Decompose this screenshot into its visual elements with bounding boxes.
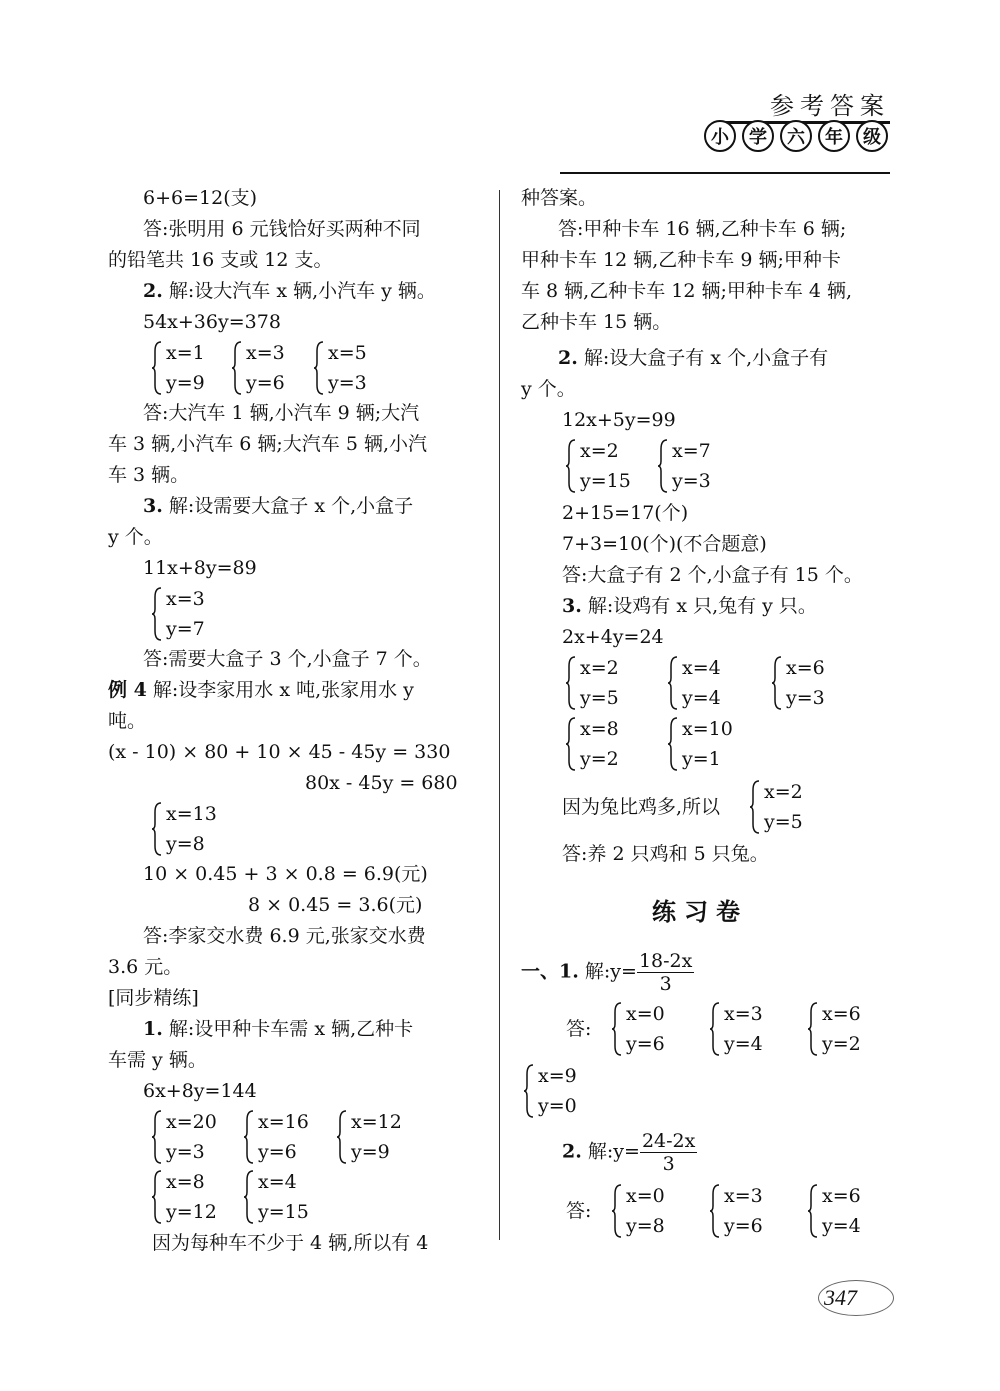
equation-system: x=6 y=3 <box>772 653 825 713</box>
equation-system: x=3 y=6 <box>232 338 285 398</box>
section-label: [同步精练] <box>108 987 199 1009</box>
text-line: y 个。 <box>108 526 163 548</box>
equation-system: x=0 y=8 <box>612 1181 665 1241</box>
example-label: 例 4 <box>108 679 147 701</box>
text-line: 答:大盒子有 2 个,小盒子有 15 个。 <box>562 564 863 586</box>
equation-system: x=3 y=4 <box>710 999 763 1059</box>
question-number: 3. <box>143 495 163 517</box>
equation-system: x=0 y=6 <box>612 999 665 1059</box>
equation-system: x=13 y=8 <box>152 799 217 859</box>
text-line: y 个。 <box>521 378 576 400</box>
equation-system: x=6 y=4 <box>808 1181 861 1241</box>
text-line: 的铅笔共 16 支或 12 支。 <box>108 249 333 271</box>
grade-char: 学 <box>742 120 774 152</box>
question-2 <box>558 343 828 373</box>
text-line: 车 3 辆,小汽车 6 辆;大汽车 5 辆,小汽 <box>108 433 427 455</box>
text-line: 种答案。 <box>521 187 598 209</box>
question-number: 2. <box>562 1140 582 1163</box>
header-title: 参考答案 <box>770 92 890 120</box>
question-3 <box>562 591 817 621</box>
equation: 54x+36y=378 <box>143 311 281 333</box>
grade-char: 六 <box>780 120 812 152</box>
equation-system: x=8 y=2 <box>566 714 619 774</box>
sync-question-1 <box>143 1014 413 1044</box>
question-number: 1. <box>143 1018 163 1040</box>
grade-char: 年 <box>818 120 850 152</box>
equation-system: x=12 y=9 <box>337 1107 402 1167</box>
question-text: 解:设需要大盒子 x 个,小盒子 <box>162 495 414 517</box>
equation-system: x=3 y=6 <box>710 1181 763 1241</box>
header-grade <box>704 120 888 152</box>
equation: 2x+4y=24 <box>562 626 664 648</box>
equation-system: x=1 y=9 <box>152 338 205 398</box>
question-number: 3. <box>562 595 582 617</box>
text-line: 因为每种车不少于 4 辆,所以有 4 <box>152 1232 429 1254</box>
text-line: 答:李家交水费 6.9 元,张家交水费 <box>143 925 426 947</box>
grade-char: 级 <box>856 120 888 152</box>
question-number: 一、1. <box>521 960 579 983</box>
equation-system: x=7 y=3 <box>658 436 711 496</box>
text-line: 甲种卡车 12 辆,乙种卡车 9 辆;甲种卡 <box>521 249 841 271</box>
text-line: 答:张明用 6 元钱恰好买两种不同 <box>143 218 421 240</box>
equation-system: x=16 y=6 <box>244 1107 309 1167</box>
question-3 <box>143 491 413 521</box>
question-number: 2. <box>558 347 578 369</box>
fraction: $\frac{18-2x}{3}$ <box>638 950 693 995</box>
equation-system: x=2 y=5 <box>566 653 619 713</box>
equation-system: x=6 y=2 <box>808 999 861 1059</box>
question-text: 解:设鸡有 x 只,兔有 y 只。 <box>581 595 817 617</box>
column-divider <box>499 190 500 1240</box>
text-line: 车 3 辆。 <box>108 464 190 486</box>
text-line: 车 8 辆,乙种卡车 12 辆;甲种卡车 4 辆, <box>521 280 853 302</box>
equation: 2+15=17(个) <box>562 502 689 524</box>
equation: 80x - 45y = 680 <box>305 772 458 794</box>
equation: 10 × 0.45 + 3 × 0.8 = 6.9(元) <box>143 863 428 885</box>
example-4 <box>108 675 414 705</box>
practice-question-1 <box>521 950 694 995</box>
equation: 12x+5y=99 <box>562 409 676 431</box>
question-2 <box>143 276 436 306</box>
text-line: 吨。 <box>108 710 147 732</box>
equation-system: x=9 y=0 <box>524 1061 577 1121</box>
fraction: $\frac{24-2x}{3}$ <box>641 1130 696 1175</box>
equation-system: x=20 y=3 <box>152 1107 217 1167</box>
equation: 11x+8y=89 <box>143 557 257 579</box>
equation: 8 × 0.45 = 3.6(元) <box>248 894 423 916</box>
question-number: 2. <box>143 280 163 302</box>
equation: 7+3=10(个)(不合题意) <box>562 533 767 555</box>
equation: (x - 10) × 80 + 10 × 45 - 45y = 330 <box>108 741 451 763</box>
equation-system: x=2 y=5 <box>750 777 803 837</box>
practice-question-2 <box>562 1130 697 1175</box>
text-line: 6+6=12(支) <box>143 187 258 209</box>
answer-label: 答: <box>566 1018 592 1040</box>
equation-system: x=4 y=15 <box>244 1167 309 1227</box>
text-line: 答:大汽车 1 辆,小汽车 9 辆;大汽 <box>143 402 420 424</box>
equation-system: x=2 y=15 <box>566 436 631 496</box>
equation: 6x+8y=144 <box>143 1080 257 1102</box>
example-text: 解:设李家用水 x 吨,张家用水 y <box>146 679 414 701</box>
equation-system: x=10 y=1 <box>668 714 733 774</box>
text-line: 答:甲种卡车 16 辆,乙种卡车 6 辆; <box>558 218 847 240</box>
question-text: 解:设大盒子有 x 个,小盒子有 <box>577 347 829 369</box>
text-line: 车需 y 辆。 <box>108 1049 207 1071</box>
text-line: 3.6 元。 <box>108 956 183 978</box>
question-text: 解:y= <box>578 960 637 983</box>
question-text: 解:y= <box>581 1140 640 1163</box>
section-title: 练习卷 <box>652 897 748 926</box>
text-line: 答:需要大盒子 3 个,小盒子 7 个。 <box>143 648 432 670</box>
text-line: 因为兔比鸡多,所以 <box>562 796 721 818</box>
equation-system: x=5 y=3 <box>314 338 367 398</box>
question-text: 解:设大汽车 x 辆,小汽车 y 辆。 <box>162 280 436 302</box>
page-number: 347 <box>824 1285 857 1310</box>
equation-system: x=3 y=7 <box>152 584 205 644</box>
text-line: 乙种卡车 15 辆。 <box>521 311 672 333</box>
header-rule-bottom <box>560 172 890 174</box>
question-text: 解:设甲种卡车需 x 辆,乙种卡 <box>162 1018 414 1040</box>
equation-system: x=8 y=12 <box>152 1167 217 1227</box>
text-line: 答:养 2 只鸡和 5 只兔。 <box>562 843 769 865</box>
answer-label: 答: <box>566 1200 592 1222</box>
grade-char: 小 <box>704 120 736 152</box>
equation-system: x=4 y=4 <box>668 653 721 713</box>
